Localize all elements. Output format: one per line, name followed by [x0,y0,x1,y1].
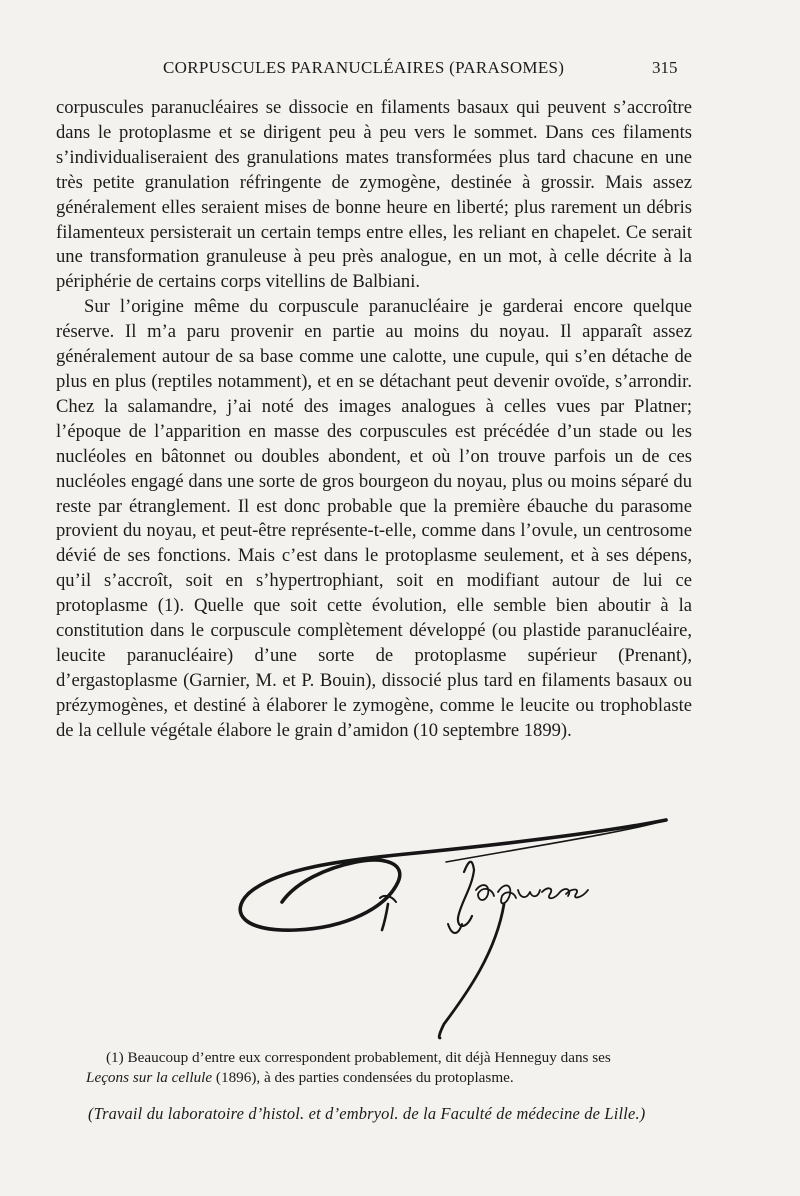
running-title: CORPUSCULES PARANUCLÉAIRES (PARASOMES) [163,58,565,77]
footnote [86,1048,702,1087]
footnote-marker: (1) [106,1049,124,1066]
laboratory-credit: (Travail du laboratoire d’histol. et d’embryol. de la Faculté de médecine de Lille.) [88,1104,646,1123]
body-text [56,96,692,744]
paragraph-2: Sur l’origine même du corpuscule paranucléaire je garderai encore quelque réserve. Il m’a paru provenir en partie au moins du noyau. Il apparaît assez généralement autour de sa base comme une calotte, une cupule, qui s’en détache de plus en plus (reptiles notamment), et en se détachant peut devenir ovoïde, s’arrondir. Chez la salamandre, j’ai noté des images analogues à celles vues par Platner; l’époque de l’apparition en masse des corpuscules est précédée d’un stade ou les nucléoles en bâtonnet ou doubles abondent, et où l’on trouve parfois un de ces nucléoles engagé dans une sorte de gros bourgeon du noyau, plus ou moins séparé du reste par étranglement. Il est donc probable que la première ébauche du parasome provient du noyau, et peut-être représente-t-elle, comme dans l’ovule, un centrosome dévié de ses fonctions. Mais c’est dans le protoplasme seulement, et à ses dépens, qu’il s’accroît, soit en s’hypertrophiant, soit en modifiant autour de lui ce protoplasme (1). Quelle que soit cette évolution, elle semble bien aboutir à la constitution dans le corpuscule complètement développé (ou plastide paranucléaire, leucite paranucléaire) d’une sorte de protoplasme supérieur (Prenant), d’ergastoplasme (Garnier, M. et P. Bouin), dissocié plus tard en filaments basaux ou prézymogènes, et destiné à élaborer le zymogène, comme le leucite ou trophoblaste de la cellule végétale élabore le grain d’amidon (10 septembre 1899). [56,296,692,741]
footnote-line [86,1068,702,1088]
footnote-text-after: (1896), à des parties condensées du protoplasme. [215,1068,514,1086]
page-header [0,58,800,82]
signature [236,812,696,1042]
footnote-italic-title: Leçons sur la cellule [86,1068,213,1086]
footnote-text-before: Beaucoup d’entre eux correspondent probablement, dit déjà Henneguy dans ses [127,1049,611,1066]
footnote-line [86,1048,702,1068]
handwritten-signature-icon [236,812,696,1042]
paragraph-1: corpuscules paranucléaires se dissocie en filaments basaux qui peuvent s’accroître dans le protoplasme et se dirigent peu à peu vers le sommet. Dans ces filaments s’individualiseraient des granulations mates transformées plus tard chacune en une très petite granulation réfringente de zymogène, destinée à grossir. Mais assez généralement elles seraient mises de bonne heure en liberté; plus rarement un débris filamenteux persisterait un certain temps entre elles, les reliant en chapelet. Ce serait une transformation granuleuse à peu près analogue, en un mot, à celle décrite à la périphérie de certains corps vitellins de Balbiani. [56,97,692,293]
page-number: 315 [652,58,678,77]
